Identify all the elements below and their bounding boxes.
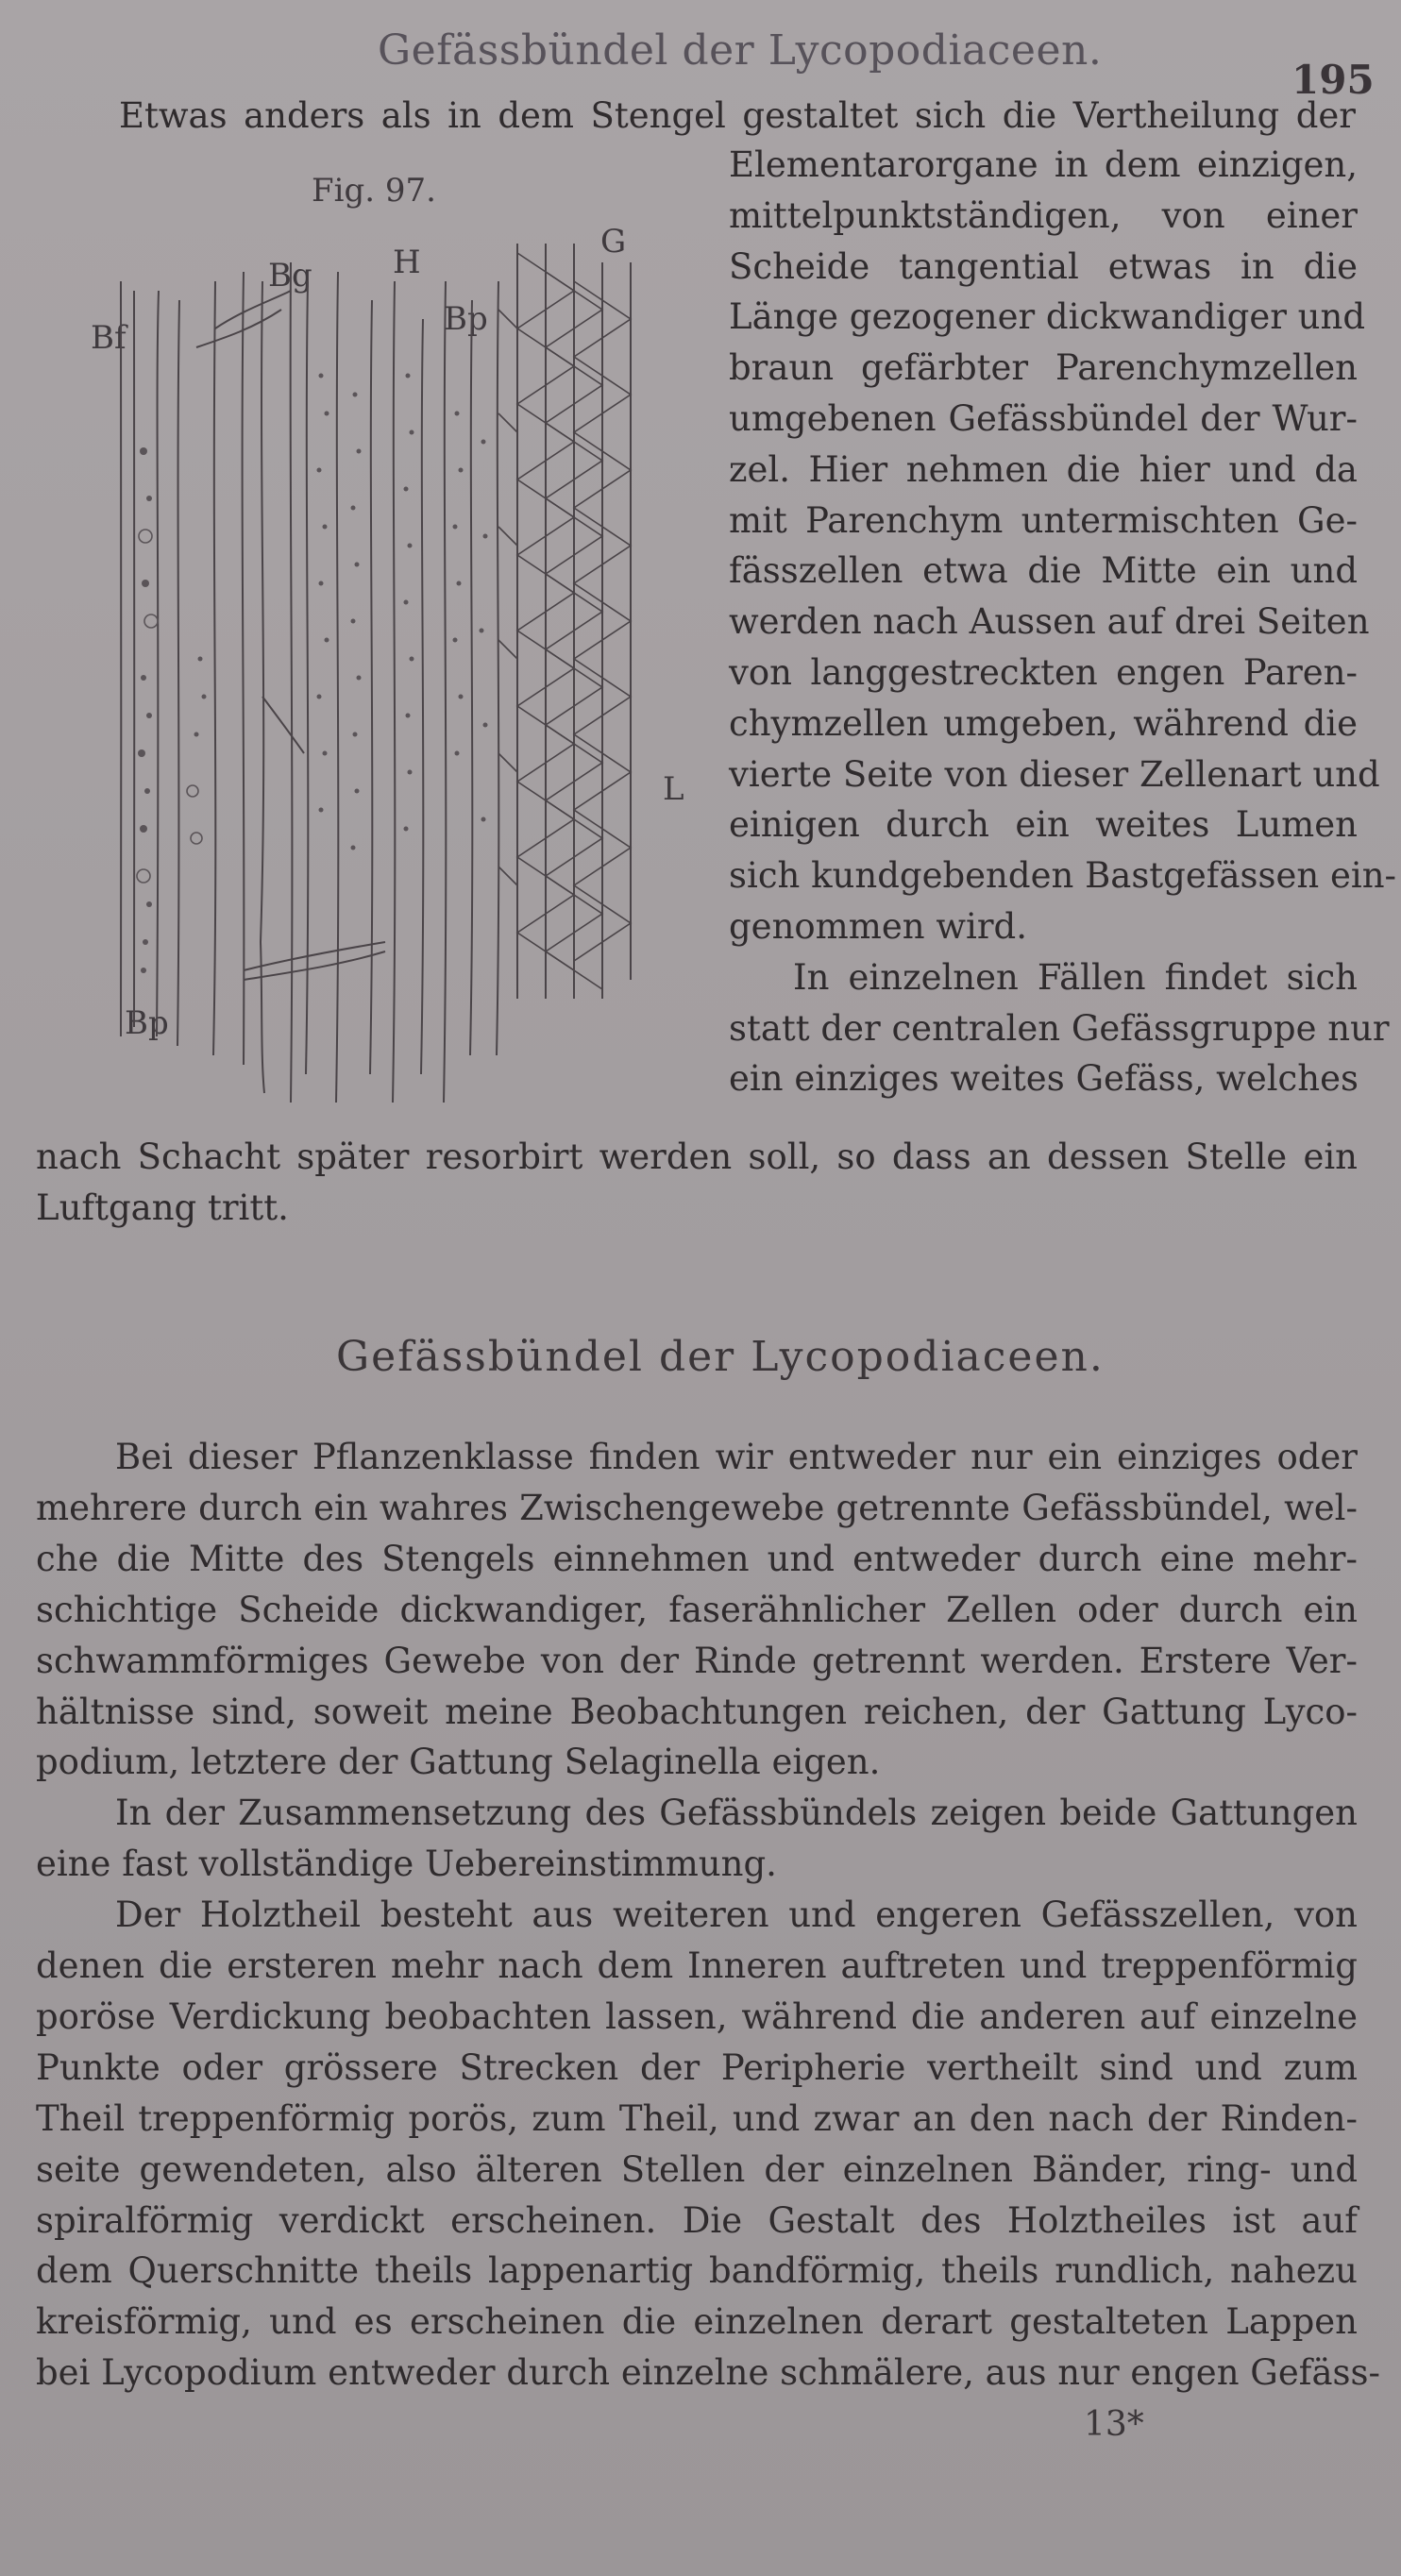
section-text-line: denen die ersteren mehr nach dem Inneren auftreten und treppenförmig [36, 1945, 1358, 1986]
section-text-line: Punkte oder grössere Strecken der Peripherie vertheilt sind und zum [36, 2046, 1358, 2088]
section-text-line: Bei dieser Pflanzenklasse finden wir entweder nur ein einziges oder [115, 1437, 1358, 1477]
section-text-line: schichtige Scheide dickwandiger, faserähnlicher Zellen oder durch ein [36, 1589, 1358, 1630]
vascular-bundle-figure [102, 225, 668, 1103]
side-text-line: vierte Seite von dieser Zellenart und [729, 753, 1380, 795]
section-text-line: che die Mitte des Stengels einnehmen und entweder durch eine mehr- [36, 1538, 1358, 1579]
section-text-line: schwammförmiges Gewebe von der Rinde getrennt werden. Erstere Ver- [36, 1640, 1358, 1681]
side-text-line: ein einziges weites Gefäss, welches [729, 1058, 1359, 1100]
section-text-line: eine fast vollständige Uebereinstimmung. [36, 1844, 777, 1885]
side-text-line: braun gefärbter Parenchymzellen [729, 347, 1358, 389]
side-text-line: Elementarorgane in dem einzigen, [729, 144, 1358, 185]
side-text-line: von langgestreckten engen Paren- [729, 652, 1358, 693]
first-text-line: Etwas anders als in dem Stengel gestaltet sich die Vertheilung der [119, 95, 1356, 136]
section-title: Gefässbündel der Lycopodiaceen. [336, 1333, 1105, 1381]
side-text-line: umgebenen Gefässbündel der Wur- [729, 398, 1358, 439]
page-number: 195 [1291, 57, 1375, 103]
side-text-line: genommen wird. [729, 906, 1027, 947]
figure-label-l: L [663, 770, 684, 808]
side-text-line: zel. Hier nehmen die hier und da [729, 448, 1358, 490]
section-text-line: mehrere durch ein wahres Zwischengewebe getrennte Gefässbündel, wel- [36, 1487, 1358, 1528]
section-text-line: hältnisse sind, soweit meine Beobachtungen reichen, der Gattung Lyco- [36, 1691, 1358, 1732]
figure-label-bp-top: Bp [444, 300, 488, 338]
side-text-line: chymzellen umgeben, während die [729, 702, 1358, 744]
figure-label-g: G [600, 223, 627, 261]
section-text-line: spiralförmig verdickt erscheinen. Die Gestalt des Holztheiles ist auf [36, 2199, 1358, 2241]
section-text-line: In der Zusammensetzung des Gefässbündels zeigen beide Gattungen [115, 1793, 1358, 1834]
running-header: Gefässbündel der Lycopodiaceen. [378, 26, 1103, 75]
side-text-line: fässzellen etwa die Mitte ein und [729, 550, 1358, 592]
side-text-line: Scheide tangential etwas in die [729, 245, 1358, 287]
section-text-line: dem Querschnitte theils lappenartig bandförmig, theils rundlich, nahezu [36, 2250, 1358, 2292]
side-text-line: mit Parenchym untermischten Ge- [729, 499, 1358, 541]
signature-mark: 13* [1084, 2405, 1144, 2444]
section-text-line: Der Holztheil besteht aus weiteren und engeren Gefässzellen, von [115, 1894, 1358, 1936]
side-text-line: statt der centralen Gefässgruppe nur [729, 1007, 1390, 1049]
figure-label-bp-bottom: Bp [125, 1004, 169, 1042]
figure-label-bg: Bg [268, 257, 312, 295]
figure-label-bf: Bf [91, 319, 127, 357]
figure-caption: Fig. 97. [312, 172, 436, 210]
section-text-line: podium, letztere der Gattung Selaginella eigen. [36, 1742, 881, 1783]
text-line-luftgang: Luftgang tritt. [36, 1187, 289, 1228]
section-text-line: kreisförmig, und es erscheinen die einzelnen derart gestalteten Lappen [36, 2301, 1358, 2343]
section-text-line: poröse Verdickung beobachten lassen, während die anderen auf einzelne [36, 1995, 1358, 2037]
side-text-line: einigen durch ein weites Lumen [729, 804, 1358, 846]
side-text-line: werden nach Aussen auf drei Seiten [729, 601, 1370, 643]
side-text-line: In einzelnen Fällen findet sich [793, 956, 1358, 998]
side-text-line: Länge gezogener dickwandiger und [729, 296, 1366, 338]
section-text-line: Theil treppenförmig porös, zum Theil, und zwar an den nach der Rinden- [36, 2097, 1358, 2139]
text-line-after-figure: nach Schacht später resorbirt werden soll, so dass an dessen Stelle ein [36, 1136, 1358, 1177]
figure-label-h: H [393, 244, 421, 281]
section-text-line: seite gewendeten, also älteren Stellen der einzelnen Bänder, ring- und [36, 2148, 1358, 2190]
side-text-line: sich kundgebenden Bastgefässen ein- [729, 855, 1397, 897]
side-text-line: mittelpunktständigen, von einer [729, 194, 1358, 236]
section-text-line: bei Lycopodium entweder durch einzelne schmälere, aus nur engen Gefäss- [36, 2352, 1380, 2394]
